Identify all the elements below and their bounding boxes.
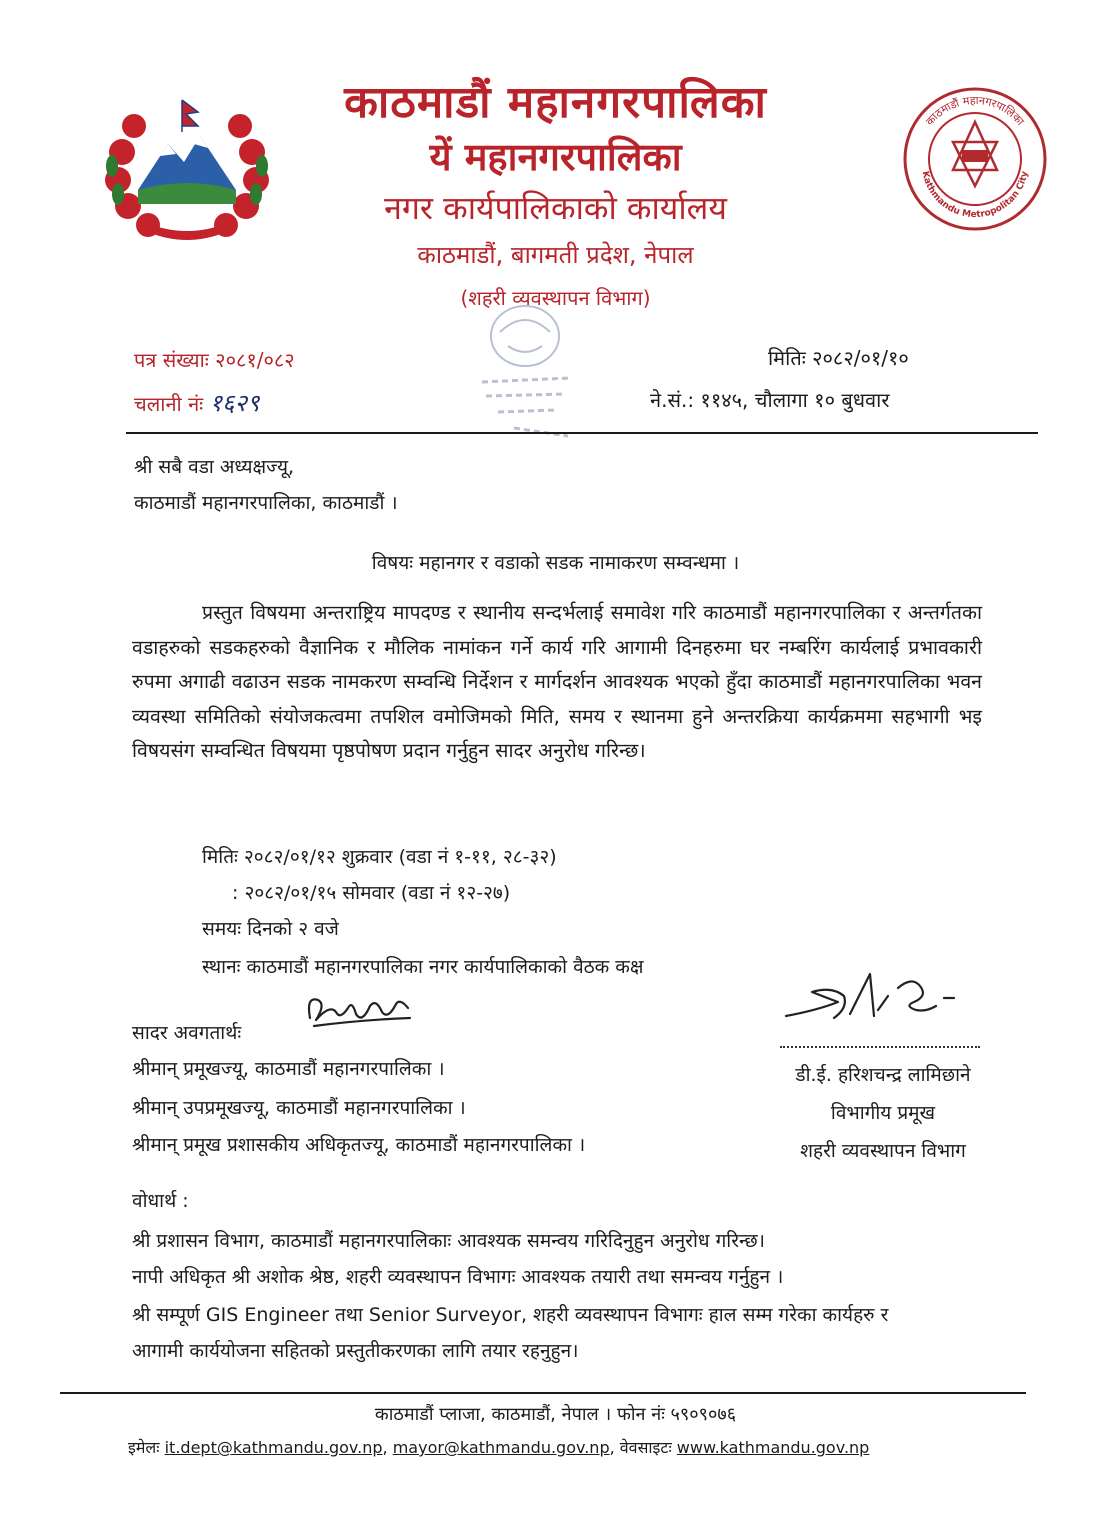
officer-signature <box>778 966 978 1044</box>
cc-item: श्रीमान् प्रमूखज्यू, काठमाडौं महानगरपालिका । <box>132 1058 445 1080</box>
cc-item: श्रीमान् उपप्रमूखज्यू, काठमाडौं महानगरपालिका । <box>132 1097 466 1119</box>
signatory-department: शहरी व्यवस्थापन विभाग <box>800 1140 966 1162</box>
email-link-it[interactable]: it.dept@kathmandu.gov.np <box>164 1438 383 1457</box>
signature-line <box>780 1046 980 1048</box>
for-info-item: श्री प्रशासन विभाग, काठमाडौं महानगरपालिकाः आवश्यक समन्वय गरिदिनुहुन अनुरोध गरिन्छ। <box>132 1230 765 1252</box>
schedule-date-1: मितिः २०८२/०१/१२ शुक्रवार (वडा नं १-११, २८-३२) <box>202 846 557 868</box>
date-label: मितिः <box>768 346 806 370</box>
office-address: काठमाडौं, बागमती प्रदेश, नेपाल <box>417 241 694 269</box>
subject-line: विषयः महानगर र वडाको सडक नामाकरण सम्वन्धमा । <box>371 552 740 574</box>
website-label: , वेवसाइटः <box>609 1438 672 1457</box>
schedule-date-2: : २०८२/०१/१५ सोमवार (वडा नं १२-२७) <box>232 882 511 904</box>
dispatch-number-value: १६२९ <box>209 389 260 417</box>
signatory-name: डी.ई. हरिशचन्द्र लामिछाने <box>795 1064 971 1086</box>
recipient-line-2: काठमाडौं महानगरपालिका, काठमाडौं । <box>134 492 398 514</box>
letter-date <box>768 344 909 371</box>
email-link-mayor[interactable]: mayor@kathmandu.gov.np <box>392 1438 610 1457</box>
footer-address: काठमाडौं प्लाजा, काठमाडौं, नेपाल । फोन नंः ५९०९०७६ <box>374 1404 737 1425</box>
department-name: (शहरी व्यवस्थापन विभाग) <box>460 286 651 310</box>
letter-number <box>134 346 295 373</box>
website-link[interactable]: www.kathmandu.gov.np <box>676 1438 870 1457</box>
org-name-newari: यें महानगरपालिका <box>429 135 682 179</box>
schedule-time: समयः दिनको २ वजे <box>202 918 339 940</box>
for-info-item: आगामी कार्ययोजना सहितको प्रस्तुतीकरणका लागि तयार रहनुहुन। <box>132 1340 579 1362</box>
nepal-sambat-date: ने.सं.: ११४५, चौलागा १० बुधवार <box>650 388 890 412</box>
svg-text:Kathmandu Metropolitan City <box>920 170 1031 220</box>
seal-ring-text: काठमाडौं महानगरपालिका <box>923 93 1027 129</box>
for-info-item: श्री सम्पूर्ण GIS Engineer तथा Senior Surveyor, शहरी व्यवस्थापन विभागः हाल सम्म गरेका कार्यहरु र <box>132 1304 889 1326</box>
footer-divider <box>60 1392 1026 1394</box>
org-name: काठमाडौं महानगरपालिका <box>344 77 767 128</box>
cc-item: श्रीमान् प्रमूख प्रशासकीय अधिकृतज्यू, काठमाडौं महानगरपालिका । <box>132 1134 586 1156</box>
date-value: २०८२/०१/१० <box>812 346 909 370</box>
dispatch-number-label: चलानी नंः <box>134 392 204 416</box>
recipient-line-1: श्री सबै वडा अध्यक्षज्यू, <box>134 456 295 478</box>
schedule-venue: स्थानः काठमाडौं महानगरपालिका नगर कार्यपालिकाको वैठक कक्ष <box>202 956 644 978</box>
for-info-item: नापी अधिकृत श्री अशोक श्रेष्ठ, शहरी व्यवस्थापन विभागः आवश्यक तयारी तथा समन्वय गर्नुहुन । <box>132 1266 784 1288</box>
letter-number-label: पत्र संख्याः <box>134 348 209 372</box>
signatory-title: विभागीय प्रमूख <box>830 1102 936 1124</box>
initials-signature <box>300 990 420 1038</box>
email-label: इमेलः <box>128 1438 160 1457</box>
header-divider <box>126 432 1038 434</box>
letter-number-value: २०८१/०८२ <box>215 348 295 372</box>
seal-ring-text-en: Kathmandu Metropolitan City <box>919 170 1031 221</box>
dispatch-number <box>134 386 260 419</box>
body-paragraph: प्रस्तुत विषयमा अन्तराष्ट्रिय मापदण्ड र स्थानीय सन्दर्भलाई समावेश गरि काठमाडौं महानगरपालिका र अन्तर्गतका वडाहरुको सडकहरुको वैज्ञानिक र मौलिक नामांकन गर्ने कार्य गरि आगामी दिनहरुमा घर नम्बरिंग कार्यलाई प्रभावकारी रुपमा अगाढी वढाउन सडक नामकरण सम्वन्धि निर्देशन र मार्गदर्शन आवश्यक भएको हुँदा काठमाडौं महानगरपालिका भवन व्यवस्था समितिको संयोजकत्वमा तपशिल वमोजिमको मिति, समय र स्थानमा हुने अन्तरक्रिया कार्यक्रममा सहभागी भइ विषयसंग सम्वन्धित विषयमा पृष्ठपोषण प्रदान गर्नुहुन सादर अनुरोध गरिन्छ। <box>132 601 982 762</box>
footer-contacts <box>128 1440 869 1456</box>
office-name: नगर कार्यपालिकाको कार्यालय <box>384 189 727 227</box>
cc-heading: सादर अवगतार्थः <box>132 1022 242 1044</box>
for-info-heading: वोधार्थ : <box>132 1190 189 1212</box>
kmc-seal <box>900 84 1050 234</box>
email-separator: , <box>382 1438 388 1457</box>
